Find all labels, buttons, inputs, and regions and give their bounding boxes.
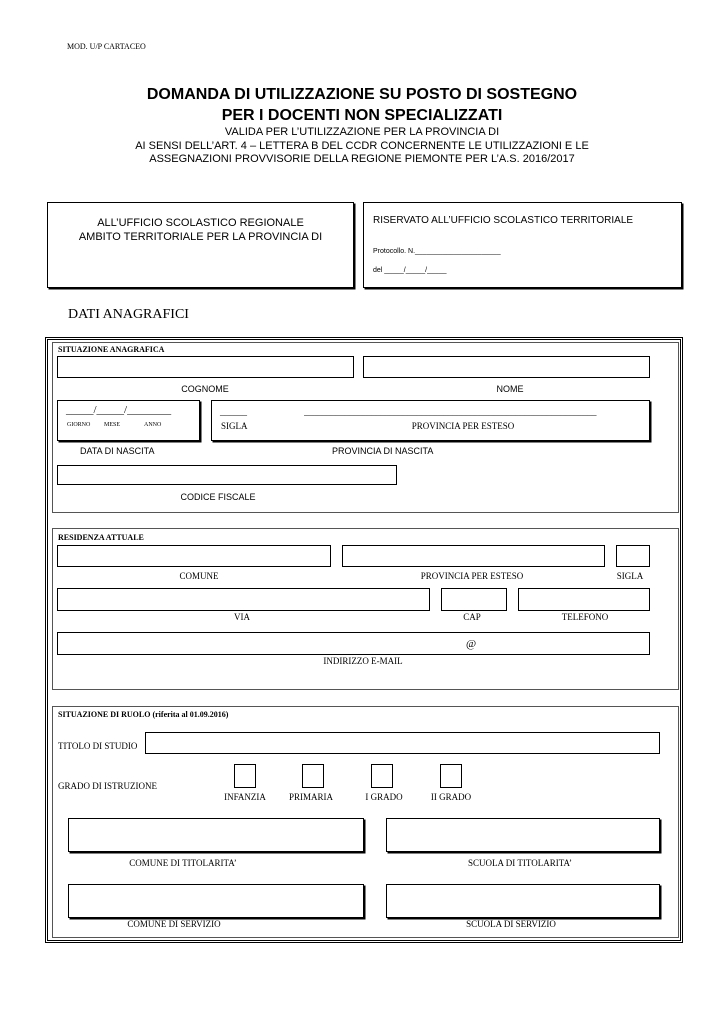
- addressee-line-1: ALL’UFFICIO SCOLASTICO REGIONALE: [97, 217, 304, 229]
- title-line-1: DOMANDA DI UTILIZZAZIONE SU POSTO DI SOSTEGNO: [146, 86, 578, 103]
- giorno-label: GIORNO: [67, 422, 91, 428]
- cognome-label: COGNOME: [181, 384, 229, 394]
- at-sign: @: [466, 638, 477, 650]
- addressee-line-2: AMBITO TERRITORIALE PER LA PROVINCIA DI: [78, 231, 323, 243]
- provincia-nascita-input[interactable]: [211, 400, 650, 441]
- data-nascita-input[interactable]: [57, 400, 200, 441]
- email-label: INDIRIZZO E-MAIL: [323, 656, 403, 666]
- via-label: VIA: [234, 612, 250, 622]
- comune-servizio-input[interactable]: [68, 884, 364, 918]
- reserved-title: RISERVATO ALL’UFFICIO SCOLASTICO TERRITORIALE: [373, 215, 634, 226]
- checkbox-primaria[interactable]: [302, 764, 324, 788]
- ruolo-title: SITUAZIONE DI RUOLO (riferita al 01.09.2016): [58, 710, 229, 719]
- subtitle-3: ASSEGNAZIONI PROVVISORIE DELLA REGIONE PIEMONTE PER L’A.S. 2016/2017: [149, 153, 575, 165]
- title-line-2: PER I DOCENTI NON SPECIALIZZATI: [221, 107, 503, 124]
- subtitle-2: AI SENSI DELL’ART. 4 – LETTERA B DEL CCDR CONCERNENTE LE UTILIZZAZIONI E LE: [135, 140, 589, 152]
- ii-grado-label: II GRADO: [430, 792, 472, 802]
- provincia-label: PROVINCIA PER ESTESO: [420, 571, 524, 581]
- titolo-studio-input[interactable]: [145, 732, 660, 754]
- subtitle-1: VALIDA PER L’UTILIZZAZIONE PER LA PROVINCIA DI: [224, 126, 500, 138]
- primaria-label: PRIMARIA: [288, 792, 334, 802]
- checkbox-i-grado[interactable]: [371, 764, 393, 788]
- section-title: DATI ANAGRAFICI: [68, 307, 189, 322]
- provincia-esteso-label: PROVINCIA PER ESTESO: [411, 421, 515, 431]
- scuola-titolarita-label: SCUOLA DI TITOLARITA’: [468, 858, 572, 868]
- residenza-title: RESIDENZA ATTUALE: [58, 533, 144, 542]
- sigla-input[interactable]: [616, 545, 650, 567]
- telefono-label: TELEFONO: [561, 612, 609, 622]
- comune-label: COMUNE: [179, 571, 219, 581]
- provincia-line: _________________________________________________________________: [304, 407, 597, 417]
- nome-label: NOME: [496, 384, 524, 394]
- codice-fiscale-label: CODICE FISCALE: [180, 492, 256, 502]
- addressee-box: [47, 202, 354, 288]
- data-nascita-label: DATA DI NASCITA: [80, 446, 155, 456]
- provincia-input[interactable]: [342, 545, 605, 567]
- i-grado-label: I GRADO: [365, 792, 403, 802]
- comune-titolarita-input[interactable]: [68, 818, 364, 852]
- sigla-label: SIGLA: [221, 421, 248, 431]
- codice-fiscale-input[interactable]: [57, 465, 397, 485]
- checkbox-infanzia[interactable]: [234, 764, 256, 788]
- provincia-nascita-label: PROVINCIA DI NASCITA: [332, 446, 434, 456]
- mese-label: MESE: [104, 422, 121, 428]
- nome-input[interactable]: [363, 356, 650, 378]
- anno-label: ANNO: [144, 422, 162, 428]
- telefono-input[interactable]: [518, 588, 650, 611]
- comune-titolarita-label: COMUNE DI TITOLARITA’: [129, 858, 237, 868]
- scuola-servizio-input[interactable]: [386, 884, 660, 918]
- infanzia-label: INFANZIA: [224, 792, 266, 802]
- via-input[interactable]: [57, 588, 430, 611]
- cognome-input[interactable]: [57, 356, 354, 378]
- grado-istruzione-label: GRADO DI ISTRUZIONE: [58, 781, 157, 791]
- cap-input[interactable]: [441, 588, 507, 611]
- reserved-box: [363, 202, 682, 288]
- date-fill-line: _____/_____/________: [66, 404, 172, 416]
- protocol-date-field[interactable]: del _____/_____/_____: [373, 267, 447, 274]
- titolo-studio-label: TITOLO DI STUDIO: [58, 741, 138, 751]
- email-input[interactable]: [57, 632, 650, 655]
- form-code: MOD. U/P CARTACEO: [67, 42, 146, 51]
- scuola-servizio-label: SCUOLA DI SERVIZIO: [466, 919, 556, 929]
- anagrafica-title: SITUAZIONE ANAGRAFICA: [58, 345, 165, 354]
- comune-input[interactable]: [57, 545, 331, 567]
- sigla-label: SIGLA: [616, 571, 644, 581]
- comune-servizio-label: COMUNE DI SERVIZIO: [127, 919, 221, 929]
- scuola-titolarita-input[interactable]: [386, 818, 660, 852]
- sigla-line: ______: [220, 407, 247, 417]
- cap-label: CAP: [463, 612, 481, 622]
- checkbox-ii-grado[interactable]: [440, 764, 462, 788]
- protocol-number-field[interactable]: Protocollo. N.______________________: [373, 248, 501, 255]
